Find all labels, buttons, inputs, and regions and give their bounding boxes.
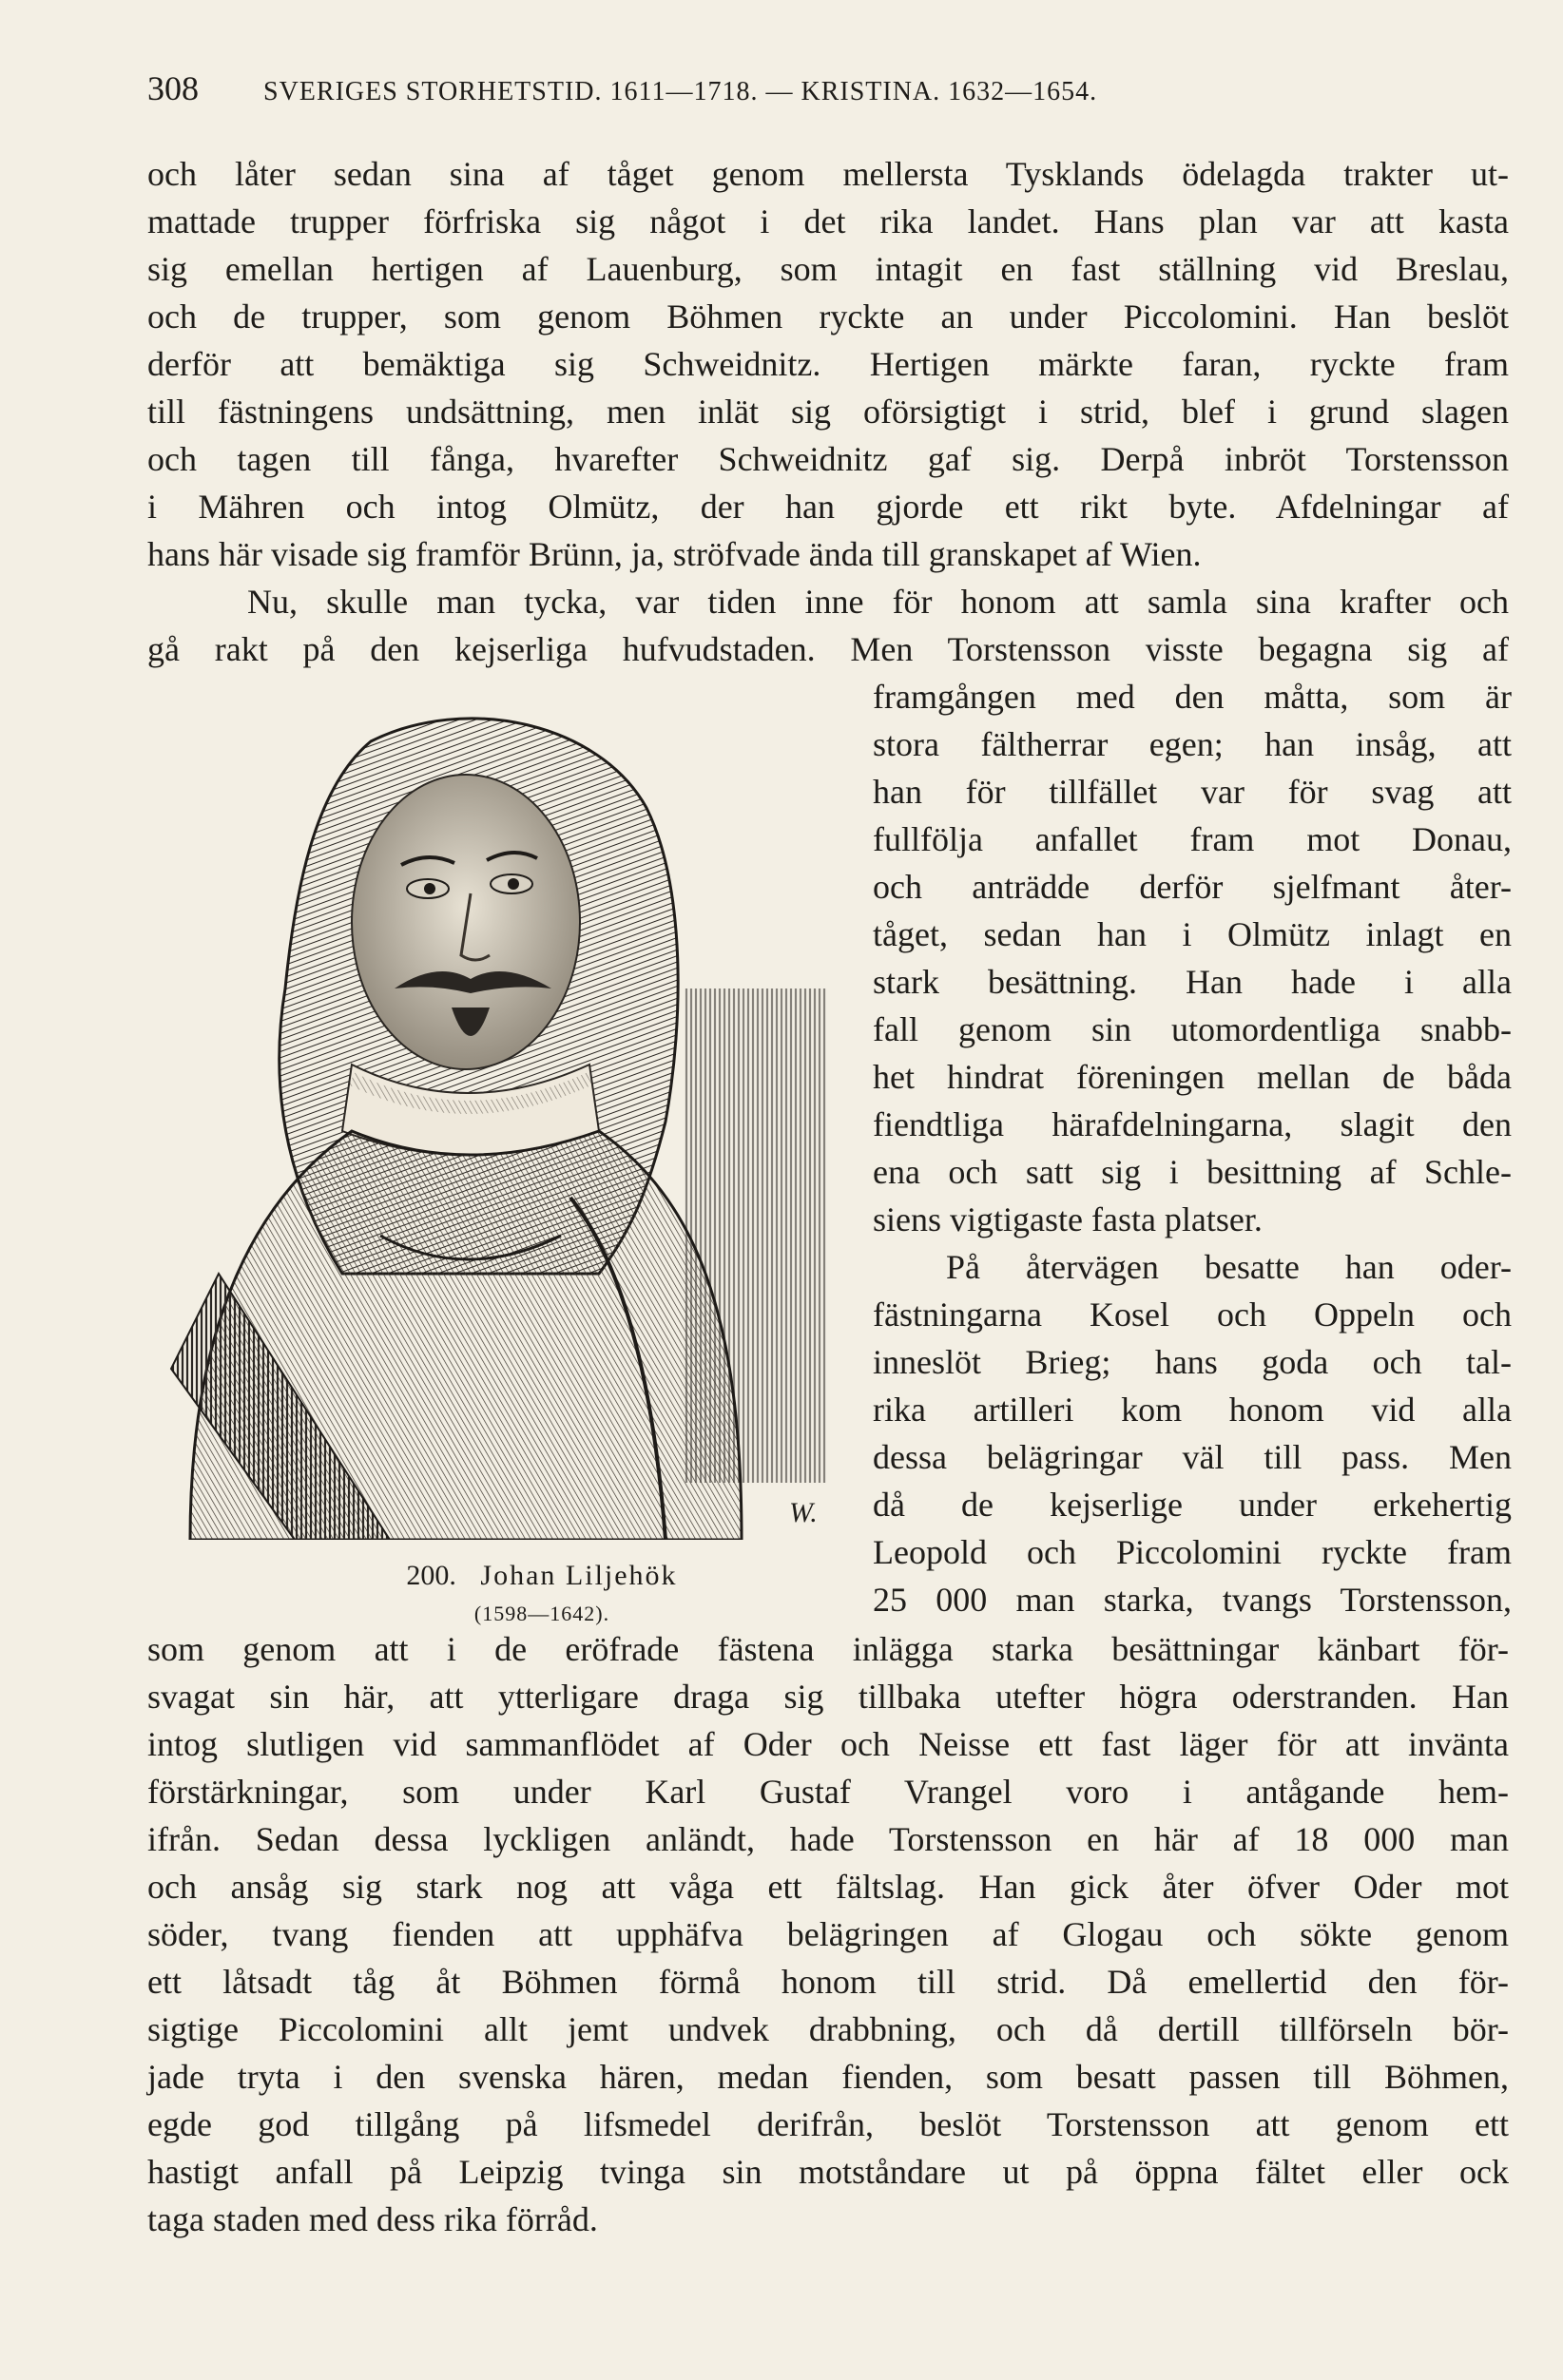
text-line: derför att bemäktiga sig Schweidnitz. Hertigen märkte faran, ryckte fram (147, 345, 1509, 383)
text-line: sigtige Piccolomini allt jemt undvek drabbning, och då dertill tillförseln bör- (147, 2010, 1509, 2048)
text-line: hans här visade sig framför Brünn, ja, ströfvade ända till granskapet af Wien. (147, 535, 1202, 573)
text-line: Leopold och Piccolomini ryckte fram (873, 1533, 1512, 1571)
text-line: fall genom sin utomordentliga snabb- (873, 1010, 1512, 1048)
text-line: 25 000 man starka, tvangs Torstensson, (873, 1581, 1512, 1619)
text-line: och anträdde derför sjelfmant åter- (873, 868, 1512, 906)
text-line: jade tryta i den svenska hären, medan fienden, som besatt passen till Böhmen, (147, 2058, 1509, 2096)
text-line: taga staden med dess rika förråd. (147, 2200, 598, 2238)
text-line: och de trupper, som genom Böhmen ryckte an under Piccolomini. Han beslöt (147, 298, 1509, 336)
text-line: då de kejserlige under erkehertig (873, 1486, 1512, 1524)
caption-dates: (1598—1642). (473, 1602, 610, 1625)
text-line: inneslöt Brieg; hans goda och tal- (873, 1343, 1512, 1381)
text-line: och tagen till fånga, hvarefter Schweidnitz gaf sig. Derpå inbröt Torstensson (147, 440, 1509, 478)
portrait-engraving (152, 703, 851, 1540)
text-line: sig emellan hertigen af Lauenburg, som intagit en fast ställning vid Breslau, (147, 250, 1509, 288)
text-line: egde god tillgång på lifsmedel derifrån, beslöt Torstensson att genom ett (147, 2105, 1509, 2143)
text-line: i Mähren och intog Olmütz, der han gjorde ett rikt byte. Afdelningar af (147, 488, 1509, 526)
text-line: Nu, skulle man tycka, var tiden inne för honom att samla sina krafter och (247, 583, 1509, 621)
running-title: SVERIGES STORHETSTID. 1611—1718. — KRISTINA. 1632—1654. (263, 77, 1098, 106)
text-line: intog slutligen vid sammanflödet af Oder och Neisse ett fast läger för att invänta (147, 1725, 1509, 1763)
text-line: stora fältherrar egen; han insåg, att (873, 725, 1512, 763)
text-line: hastigt anfall på Leipzig tvinga sin motståndare ut på öppna fältet eller ock (147, 2153, 1509, 2191)
text-line: förstärkningar, som under Karl Gustaf Vrangel voro i antågande hem- (147, 1773, 1509, 1811)
text-line: fullfölja anfallet fram mot Donau, (873, 820, 1512, 858)
text-line: gå rakt på den kejserliga hufvudstaden. Men Torstensson visste begagna sig af (147, 630, 1509, 668)
running-header (147, 68, 1497, 108)
text-line: ena och satt sig i besittning af Schle- (873, 1153, 1512, 1191)
text-line: stark besättning. Han hade i alla (873, 963, 1512, 1001)
figure-caption (352, 1557, 732, 1633)
text-line: och låter sedan sina af tåget genom mellersta Tysklands ödelagda trakter ut- (147, 155, 1509, 193)
text-line: rika artilleri kom honom vid alla (873, 1391, 1512, 1429)
text-line: dessa belägringar väl till pass. Men (873, 1438, 1512, 1476)
text-line: söder, tvang fienden att upphäfva belägringen af Glogau och sökte genom (147, 1915, 1509, 1953)
text-line: svagat sin här, att ytterligare draga sig tillbaka utefter högra oderstranden. Han (147, 1678, 1509, 1716)
text-line: På återvägen besatte han oder- (946, 1248, 1512, 1286)
text-line: ifrån. Sedan dessa lyckligen anländt, hade Torstensson en här af 18 000 man (147, 1820, 1509, 1858)
page-number: 308 (147, 69, 199, 107)
text-line: tåget, sedan han i Olmütz inlagt en (873, 915, 1512, 953)
text-line: mattade trupper förfriska sig något i det rika landet. Hans plan var att kasta (147, 202, 1509, 240)
text-line: och ansåg sig stark nog att våga ett fältslag. Han gick åter öfver Oder mot (147, 1868, 1509, 1906)
caption-number: 200. (406, 1560, 456, 1591)
text-line: ett låtsadt tåg åt Böhmen förmå honom till strid. Då emellertid den för- (147, 1963, 1509, 2001)
text-line: het hindrat föreningen mellan de båda (873, 1058, 1512, 1096)
portrait-illustration (152, 703, 851, 1540)
text-line: siens vigtigaste fasta platser. (873, 1200, 1263, 1238)
caption-name: Johan Liljehök (480, 1560, 678, 1591)
text-line: fiendtliga härafdelningarna, slagit den (873, 1105, 1512, 1143)
engraver-mark: W. (789, 1497, 818, 1528)
text-line: framgången med den måtta, som är (873, 678, 1512, 716)
text-line: till fästningens undsättning, men inlät sig oförsigtigt i strid, blef i grund slagen (147, 393, 1509, 431)
text-line: fästningarna Kosel och Oppeln och (873, 1296, 1512, 1334)
text-line: han för tillfället var för svag att (873, 773, 1512, 811)
text-line: som genom att i de eröfrade fästena inlägga starka besättningar känbart för- (147, 1630, 1509, 1668)
